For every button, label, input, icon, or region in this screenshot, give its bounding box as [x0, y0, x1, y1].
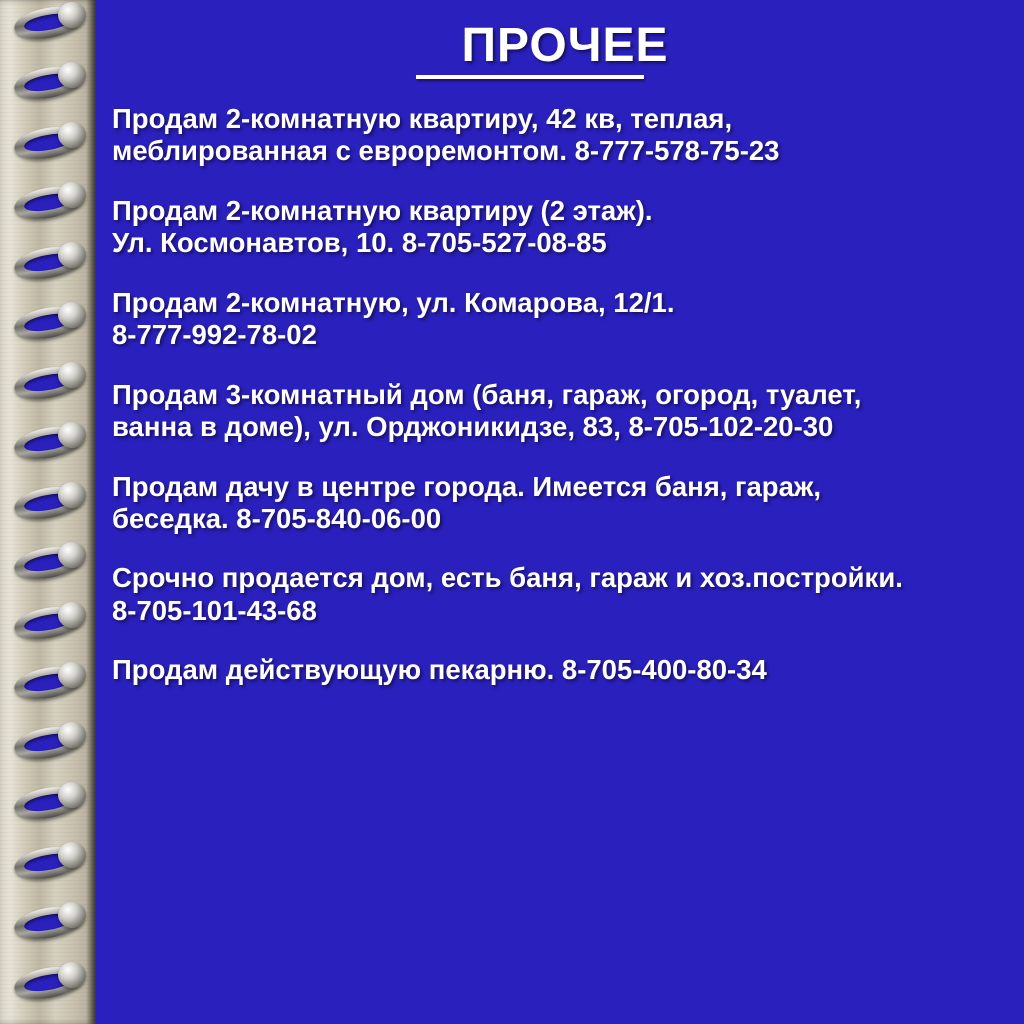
page-title: ПРОЧЕЕ [461, 19, 669, 72]
list-item: Продам 3-комнатный дом (баня, гараж, огород, туалет, ванна в доме), ул. Орджоникидзе, 83, 8-705-102-20-30 [112, 378, 862, 443]
ad-list [96, 103, 1024, 687]
list-item: Продам действующую пекарню. 8-705-400-80-34 [112, 654, 767, 686]
list-item: Продам 2-комнатную, ул. Комарова, 12/1. 8-777-992-78-02 [112, 286, 675, 351]
list-item: Продам 2-комнатную квартиру (2 этаж). Ул. Космонавтов, 10. 8-705-527-08-85 [112, 194, 653, 259]
list-item: Срочно продается дом, есть баня, гараж и хоз.постройки. 8-705-101-43-68 [112, 562, 903, 626]
title-underline [416, 75, 644, 79]
list-item: Продам 2-комнатную квартиру, 42 кв, теплая, меблированная с евроремонтом. 8-777-578-75-23 [112, 103, 780, 167]
spiral-binding [0, 0, 110, 1024]
slide-content [96, 0, 1024, 1024]
list-item: Продам дачу в центре города. Имеется баня, гараж, беседка. 8-705-840-06-00 [112, 470, 822, 534]
